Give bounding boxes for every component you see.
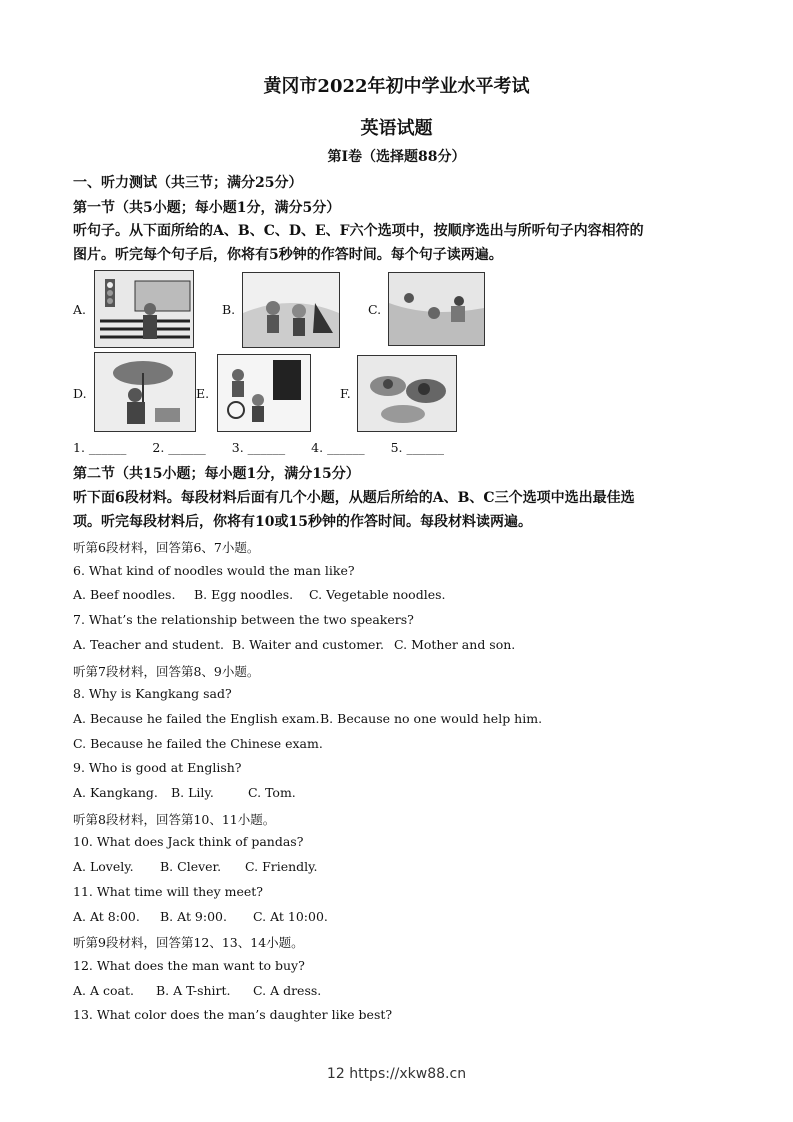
family-picnic-image <box>95 353 195 431</box>
answer-option[interactable]: B. Egg noodles. <box>194 587 294 603</box>
answer-option[interactable]: A. Because he failed the English exam. <box>73 710 320 726</box>
subject-title: 英语试题 <box>360 118 433 139</box>
picture-label-a: A. <box>73 302 87 317</box>
page-footer <box>0 1066 793 1082</box>
answer-option[interactable]: B. At 9:00. <box>160 908 227 924</box>
answer-blanks <box>73 440 466 455</box>
question-text: 听第9段材料，回答第12、13、14小题。 <box>73 935 304 951</box>
question-text: 10. What does Jack think of pandas? <box>73 834 304 850</box>
answer-option[interactable]: B. A T-shirt. <box>156 982 231 998</box>
picture-b <box>242 272 340 348</box>
music-band-image <box>218 355 310 431</box>
volume-title: 第I卷（选择题88分） <box>327 149 466 165</box>
answer-option[interactable]: A. Teacher and student. <box>73 636 225 652</box>
children-playing-image <box>243 273 339 347</box>
question-text: 13. What color does the man’s daughter like best? <box>73 1007 393 1023</box>
traffic-scene-image <box>95 271 193 347</box>
part2-instruction <box>73 486 725 534</box>
source-url: https://xkw88.cn <box>349 1066 467 1082</box>
picture-label-b: B. <box>222 302 236 317</box>
part2-instruction-line1: 听下面6段材料。每段材料后面有几个小题，从题后所给的A、B、C三个选项中选出最佳选 <box>73 490 635 506</box>
answer-option[interactable]: C. Mother and son. <box>394 636 516 652</box>
part2-heading: 第二节（共15小题；每小题1分，满分15分） <box>73 466 360 482</box>
answer-blank-3[interactable]: 3. ______ <box>231 440 286 455</box>
part1-instruction-line2: 图片。听完每个句子后，你将有5秒钟的作答时间。每个句子读两遍。 <box>73 247 503 263</box>
question-text: 听第8段材料，回答第10、11小题。 <box>73 811 276 827</box>
section-heading: 一、听力测试（共三节；满分25分） <box>73 175 303 191</box>
food-table-image <box>358 356 456 431</box>
park-scene-image <box>389 273 484 345</box>
part1-instruction <box>73 219 725 267</box>
answer-option[interactable]: C. A dress. <box>253 982 322 998</box>
question-text: 11. What time will they meet? <box>73 883 263 899</box>
part2-instruction-line2: 项。听完每段材料后，你将有10或15秒钟的作答时间。每段材料读两遍。 <box>73 514 532 530</box>
answer-option[interactable]: A. A coat. <box>73 982 134 998</box>
answer-option[interactable]: B. Lily. <box>171 785 214 800</box>
question-text: C. Because he failed the Chinese exam. <box>73 735 323 751</box>
answer-option[interactable]: C. At 10:00. <box>253 908 328 924</box>
part1-instruction-line1: 听句子。从下面所给的A、B、C、D、E、F六个选项中，按顺序选出与所听句子内容相符的 <box>73 223 644 239</box>
exam-title: 黄冈市2022年初中学业水平考试 <box>263 76 530 97</box>
answer-blank-2[interactable]: 2. ______ <box>152 440 206 455</box>
question-text: 听第7段材料，回答第8、9小题。 <box>73 663 260 679</box>
part1-heading: 第一节（共5小题；每小题1分，满分5分） <box>73 200 341 216</box>
question-text: 12. What does the man want to buy? <box>73 957 305 973</box>
question-text: 8. Why is Kangkang sad? <box>73 686 232 702</box>
answer-option[interactable]: A. Kangkang. <box>73 785 158 800</box>
question-text: 6. What kind of noodles would the man like? <box>73 562 355 578</box>
answer-option[interactable]: A. Beef noodles. <box>73 587 176 603</box>
answer-option[interactable]: C. Vegetable noodles. <box>309 587 446 603</box>
picture-label-e: E. <box>196 386 210 401</box>
answer-option[interactable]: B. Clever. <box>160 859 222 875</box>
picture-d <box>94 352 196 432</box>
picture-e <box>217 354 311 432</box>
picture-label-f: F. <box>340 386 351 401</box>
question-text: 9. Who is good at English? <box>73 760 242 776</box>
answer-option[interactable]: C. Tom. <box>248 785 296 800</box>
picture-label-d: D. <box>73 386 87 401</box>
question-text: 7. What’s the relationship between the two speakers? <box>73 612 414 628</box>
picture-f <box>357 355 457 432</box>
answer-option[interactable]: B. Because no one would help him. <box>320 710 543 726</box>
answer-blank-4[interactable]: 4. ______ <box>311 440 365 455</box>
question-text: 听第6段材料，回答第6、7小题。 <box>73 540 260 555</box>
answer-option[interactable]: A. At 8:00. <box>73 908 140 924</box>
picture-a <box>94 270 194 348</box>
answer-option[interactable]: A. Lovely. <box>73 859 134 875</box>
page-number: 12 <box>326 1066 345 1082</box>
picture-label-c: C. <box>368 302 382 317</box>
picture-c <box>388 272 485 346</box>
answer-option[interactable]: C. Friendly. <box>245 859 318 875</box>
answer-option[interactable]: B. Waiter and customer. <box>232 636 385 652</box>
answer-blank-1[interactable]: 1. ______ <box>73 440 127 455</box>
answer-blank-5[interactable]: 5. ______ <box>390 440 444 455</box>
